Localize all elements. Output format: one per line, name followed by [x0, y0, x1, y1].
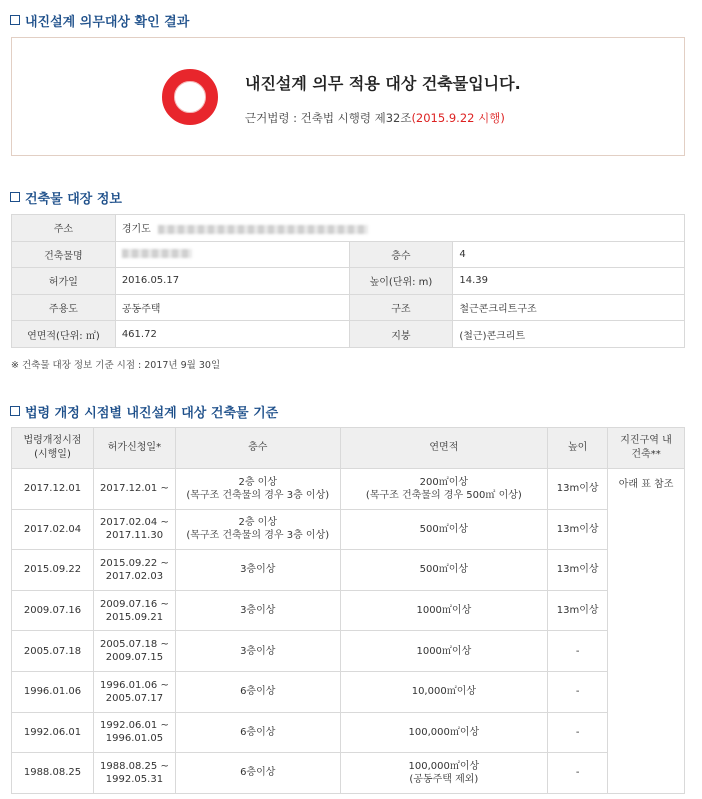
col-height: 높이 — [548, 428, 608, 469]
table-row — [12, 509, 685, 550]
revision-cell: 2005.07.18 — [12, 631, 94, 672]
table-header-row — [12, 428, 685, 469]
floor-area-label: 연면적(단위: ㎡) — [12, 321, 116, 348]
table-row — [12, 753, 685, 794]
table-row — [12, 590, 685, 631]
result-message: 내진설계 의무 적용 대상 건축물입니다. — [245, 74, 521, 93]
redacted-name — [122, 249, 192, 258]
table-row — [12, 671, 685, 712]
floors-cell: 2층 이상 (목구조 건축물의 경우 3층 이상) — [175, 469, 340, 510]
floors-cell: 6층이상 — [175, 753, 340, 794]
result-box — [11, 37, 685, 156]
building-name-value — [115, 241, 349, 268]
col-zone: 지진구역 내 건축** — [608, 428, 685, 469]
address-value: 경기도 — [115, 215, 684, 242]
result-section-title: 내진설계 의무대상 확인 결과 — [10, 11, 189, 29]
table-row — [12, 294, 685, 321]
height-cell: 13m이상 — [548, 590, 608, 631]
structure-label: 구조 — [349, 294, 453, 321]
address-label: 주소 — [12, 215, 116, 242]
floors-cell: 6층이상 — [175, 671, 340, 712]
height-label: 높이(단위: m) — [349, 268, 453, 295]
height-cell: - — [548, 753, 608, 794]
col-floors: 층수 — [175, 428, 340, 469]
permit-cell: 1992.06.01 ~ 1996.01.05 — [93, 712, 175, 753]
area-cell: 100,000㎡이상 (공동주택 제외) — [340, 753, 548, 794]
area-cell: 1000㎡이상 — [340, 590, 548, 631]
law-table-body — [12, 469, 685, 794]
zone-cell: 아래 표 참조 — [608, 469, 685, 794]
table-row — [12, 321, 685, 348]
table-row — [12, 268, 685, 295]
floors-value: 4 — [453, 241, 685, 268]
permit-cell: 1988.08.25 ~ 1992.05.31 — [93, 753, 175, 794]
col-permit: 허가신청일* — [93, 428, 175, 469]
revision-cell: 2017.02.04 — [12, 509, 94, 550]
table-row — [12, 550, 685, 591]
floors-cell: 3층이상 — [175, 550, 340, 591]
permit-cell: 2009.07.16 ~ 2015.09.21 — [93, 590, 175, 631]
height-cell: - — [548, 712, 608, 753]
permit-cell: 2017.02.04 ~ 2017.11.30 — [93, 509, 175, 550]
area-cell: 100,000㎡이상 — [340, 712, 548, 753]
height-cell: 13m이상 — [548, 509, 608, 550]
red-circle-o-icon — [162, 69, 218, 125]
height-cell: 13m이상 — [548, 469, 608, 510]
revision-cell: 1996.01.06 — [12, 671, 94, 712]
height-value: 14.39 — [453, 268, 685, 295]
area-cell: 200㎡이상 (목구조 건축물의 경우 500㎡ 이상) — [340, 469, 548, 510]
redacted-address — [158, 225, 368, 234]
permit-cell: 2015.09.22 ~ 2017.02.03 — [93, 550, 175, 591]
floors-label: 층수 — [349, 241, 453, 268]
floors-cell: 6층이상 — [175, 712, 340, 753]
legal-basis-date: (2015.9.22 시행) — [411, 111, 505, 125]
floors-cell: 2층 이상 (목구조 건축물의 경우 3층 이상) — [175, 509, 340, 550]
height-cell: - — [548, 671, 608, 712]
height-cell: 13m이상 — [548, 550, 608, 591]
structure-value: 철근콘크리트구조 — [453, 294, 685, 321]
revision-cell: 2015.09.22 — [12, 550, 94, 591]
permit-cell: 2005.07.18 ~ 2009.07.15 — [93, 631, 175, 672]
revision-cell: 1988.08.25 — [12, 753, 94, 794]
law-section-title: 법령 개정 시점별 내진설계 대상 건축물 기준 — [10, 402, 278, 420]
permit-date-label: 허가일 — [12, 268, 116, 295]
revision-cell: 1992.06.01 — [12, 712, 94, 753]
square-bullet-icon — [10, 15, 20, 25]
table-row — [12, 631, 685, 672]
square-bullet-icon — [10, 406, 20, 416]
legal-basis — [245, 110, 505, 126]
main-use-label: 주용도 — [12, 294, 116, 321]
height-cell: - — [548, 631, 608, 672]
legal-basis-text: 근거법령 : 건축법 시행령 제32조 — [245, 111, 412, 125]
col-revision: 법령개정시점 (시행일) — [12, 428, 94, 469]
revision-cell: 2017.12.01 — [12, 469, 94, 510]
table-row — [12, 241, 685, 268]
info-basis-note: ※ 건축물 대장 정보 기준 시점 : 2017년 9월 30일 — [11, 360, 221, 371]
roof-label: 지붕 — [349, 321, 453, 348]
table-row — [12, 712, 685, 753]
building-info-table — [11, 214, 685, 348]
main-use-value: 공동주택 — [115, 294, 349, 321]
area-cell: 10,000㎡이상 — [340, 671, 548, 712]
area-cell: 500㎡이상 — [340, 509, 548, 550]
floors-cell: 3층이상 — [175, 590, 340, 631]
permit-cell: 2017.12.01 ~ — [93, 469, 175, 510]
floors-cell: 3층이상 — [175, 631, 340, 672]
permit-cell: 1996.01.06 ~ 2005.07.17 — [93, 671, 175, 712]
col-area: 연면적 — [340, 428, 548, 469]
permit-date-value: 2016.05.17 — [115, 268, 349, 295]
law-criteria-table — [11, 427, 685, 794]
table-row — [12, 469, 685, 510]
area-cell: 500㎡이상 — [340, 550, 548, 591]
floor-area-value: 461.72 — [115, 321, 349, 348]
building-section-title: 건축물 대장 정보 — [10, 188, 122, 206]
revision-cell: 2009.07.16 — [12, 590, 94, 631]
square-bullet-icon — [10, 192, 20, 202]
roof-value: (철근)콘크리트 — [453, 321, 685, 348]
table-row — [12, 215, 685, 242]
area-cell: 1000㎡이상 — [340, 631, 548, 672]
building-name-label: 건축물명 — [12, 241, 116, 268]
